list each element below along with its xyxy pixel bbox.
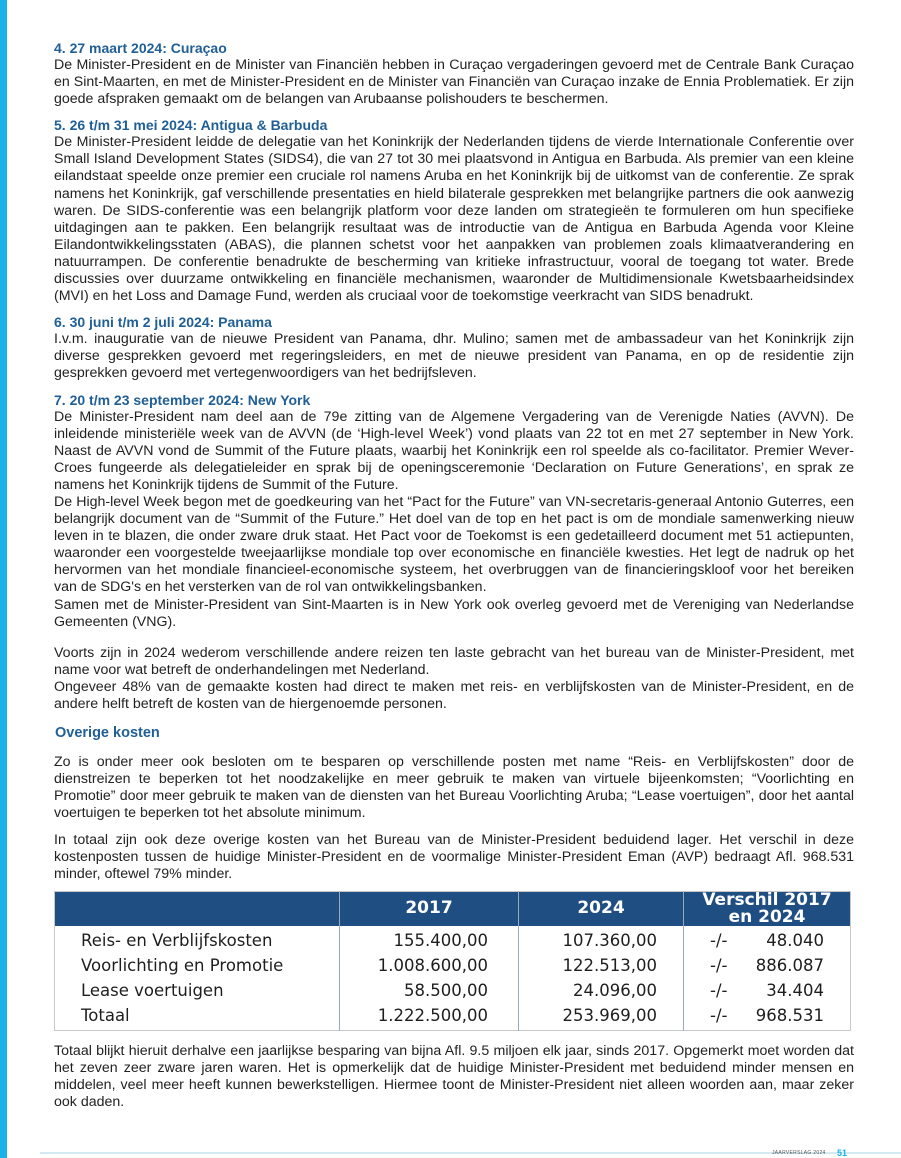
diff-sign: -/-	[710, 981, 728, 1001]
table-row-total	[55, 1003, 851, 1031]
difference-cell	[684, 926, 851, 953]
row-label: Voorlichting en Promotie	[81, 956, 284, 976]
table-row	[55, 926, 851, 953]
section-paragraph: De Minister-President en de Minister van Financiën hebben in Curaçao vergaderingen gevoerd met de Centrale Bank Curaçao en Sint-Maarten, en met de Minister-President en de Minister van Financiën van Curaçao inzake de Ennia Problematiek. Er zijn goede afspraken gemaakt om de belangen van Arubaanse polishouders te beschermen.	[54, 57, 854, 108]
section-paragraph: I.v.m. inauguratie van de nieuwe President van Panama, dhr. Mulino; samen met de ambassadeur van het Koninkrijk zijn diverse gesprekken gevoerd met regeringsleiders, en met de nieuwe president van Panama, en op de residentie zijn gesprekken gevoerd met vertegenwoordigers van het bedrijfsleven.	[54, 331, 854, 382]
travel-summary	[54, 645, 854, 713]
row-label: Reis- en Verblijfskosten	[81, 931, 273, 951]
diff-sign: -/-	[710, 931, 728, 951]
section-antigua-barbuda	[54, 117, 854, 305]
overige-kosten-paragraph: Zo is onder meer ook besloten om te besparen op verschillende posten met name “Reis- en Verblijfskosten” door de dienstreizen te beperken tot het noodzakelijke en meer gebruik te maken van virtuele bijeenkomsten; “Voorlichting en Promotie” door meer gebruik te maken van de diensten van het Bureau Voorlichting Aruba; “Lease voertuigen”, door het aantal voertuigen te beperken tot het absolute minimum.	[54, 754, 854, 822]
table-header-cell: 2024	[519, 891, 684, 926]
table-header-row	[55, 891, 851, 926]
value-2017: 155.400,00	[340, 926, 519, 953]
value-2017: 58.500,00	[340, 978, 519, 1003]
section-curacao	[54, 40, 854, 108]
section-title: 5. 26 t/m 31 mei 2024: Antigua & Barbuda	[54, 117, 328, 134]
footer-label: JAARVERSLAG 2024	[772, 1150, 826, 1156]
diff-amount: 968.531	[755, 1006, 824, 1026]
section-panama	[54, 314, 854, 382]
conclusion-paragraph: Totaal blijkt hieruit derhalve een jaarlijkse besparing van bijna Afl. 9.5 miljoen elk jaar, sinds 2017. Opgemerkt moet worden dat het zeven zeer zware jaren waren. Het is opmerkelijk dat de huidige Minister-President met beduidend minder mensen en middelen, veel meer heeft kunnen bewerkstelligen. Hiermee toont de Minister-President niet alleen woorden aan, maar zeker ook daden.	[54, 1043, 854, 1111]
overige-kosten-heading: Overige kosten	[55, 725, 160, 742]
travel-summary-paragraph: Ongeveer 48% van de gemaakte kosten had direct te maken met reis- en verblijfskosten van de Minister-President, en de andere helft betreft de kosten van de hiergenoemde personen.	[54, 678, 854, 712]
row-label: Lease voertuigen	[81, 981, 224, 1001]
row-label: Totaal	[81, 1006, 130, 1026]
overige-kosten-paragraph: In totaal zijn ook deze overige kosten van het Bureau van de Minister-President beduidend lager. Het verschil in deze kostenposten tussen de huidige Minister-President en de voormalige Minister-President Eman (AVP) bedraagt Afl. 968.531 minder, oftewel 79% minder.	[54, 831, 854, 882]
table-header-cell	[55, 891, 340, 926]
difference-cell	[684, 1003, 851, 1031]
diff-sign: -/-	[710, 956, 728, 976]
page-number: 51	[837, 1148, 848, 1158]
table-header-cell: Verschil 2017 en 2024	[684, 891, 851, 926]
value-2024: 122.513,00	[519, 953, 684, 978]
diff-sign: -/-	[710, 1006, 728, 1026]
travel-summary-paragraph: Voorts zijn in 2024 wederom verschillende andere reizen ten laste gebracht van het bureau van de Minister-President, met name voor wat betreft de onderhandelingen met Nederland.	[54, 644, 854, 678]
document-body	[54, 40, 854, 1111]
table-header-cell: 2017	[340, 891, 519, 926]
difference-cell	[684, 953, 851, 978]
section-title: 4. 27 maart 2024: Curaçao	[54, 40, 227, 56]
diff-amount: 48.040	[766, 931, 824, 951]
value-2017: 1.008.600,00	[340, 953, 519, 978]
left-accent-bar	[0, 0, 7, 1158]
table-row	[55, 953, 851, 978]
value-2017: 1.222.500,00	[340, 1003, 519, 1031]
value-2024: 24.096,00	[519, 978, 684, 1003]
section-paragraph: De Minister-President nam deel aan de 79e zitting van de Algemene Vergadering van de Verenigde Naties (AVVN). De inleidende ministeriële week van de AVVN (de ‘High-level Week’) vond plaats van 22 tot en met 27 september in New York. Naast de AVVN vond de Summit of the Future plaats, waarbij het Koninkrijk een rol speelde als co-facilitator. Premier Wever-Croes fungeerde als delegatieleider en sprak bij de openingsceremonie ‘Declaration on Future Generations’, en sprak ze namens het Koninkrijk tijdens de Summit of the Future.	[54, 408, 854, 493]
diff-amount: 34.404	[766, 981, 824, 1001]
section-paragraph: Samen met de Minister-President van Sint-Maarten is in New York ook overleg gevoerd met de Vereniging van Nederlandse Gemeenten (VNG).	[54, 596, 854, 630]
value-2024: 253.969,00	[519, 1003, 684, 1031]
table-row	[55, 978, 851, 1003]
section-new-york	[54, 392, 854, 631]
section-title: 6. 30 juni t/m 2 juli 2024: Panama	[54, 314, 272, 331]
section-paragraph: De Minister-President leidde de delegatie van het Koninkrijk der Nederlanden tijdens de vierde Internationale Conferentie over Small Island Development States (SIDS4), die van 27 tot 30 mei plaatsvond in Antigua en Barbuda. Als premier van een kleine eilandstaat speelde onze premier een cruciale rol namens Aruba en het Koninkrijk bij de uitkomst van de conferentie. Ze sprak namens het Koninkrijk, gaf verschillende presentaties en hield bilaterale gesprekken met belangrijke partners die ook aanwezig waren. De SIDS-conferentie was een belangrijk platform voor deze landen om strategieën te formuleren om hun specifieke uitdagingen aan te pakken. Een belangrijk resultaat was de introductie van de Antigua en Barbuda Agenda voor Kleine Eilandontwikkelingsstaten (ABAS), die plannen schetst voor het aanpakken van problemen zoals klimaatverandering en natuurrampen. De conferentie benadrukte de bescherming van kritieke infrastructuur, vooral de toegang tot water. Brede discussies over duurzame ontwikkeling en financiële mechanismen, waaronder de Multidimensionale Kwetsbaarheidsindex (MVI) en het Loss and Damage Fund, werden als cruciaal voor de toekomstige veerkracht van SIDS benadrukt.	[54, 134, 854, 305]
cost-comparison-table	[54, 891, 851, 1031]
difference-cell	[684, 978, 851, 1003]
diff-amount: 886.087	[755, 956, 824, 976]
value-2024: 107.360,00	[519, 926, 684, 953]
section-title: 7. 20 t/m 23 september 2024: New York	[54, 391, 311, 408]
section-paragraph: De High-level Week begon met de goedkeuring van het “Pact for the Future” van VN-secretaris-generaal Antonio Guterres, een belangrijk document van de “Summit of the Future.” Het doel van de top en het pact is om de mondiale samenwerking nieuw leven in te blazen, die onder zware druk staat. Het Pact voor de Toekomst is een gedetailleerd document met 51 actiepunten, waaronder een voorgestelde tweejaarlijkse mondiale top over economische en financiële kwesties. Het legt de nadruk op het hervormen van het mondiale financieel-economische systeem, het overbruggen van de financieringskloof voor het bereiken van de SDG's en het versterken van de rol van ontwikkelingsbanken.	[54, 493, 854, 596]
